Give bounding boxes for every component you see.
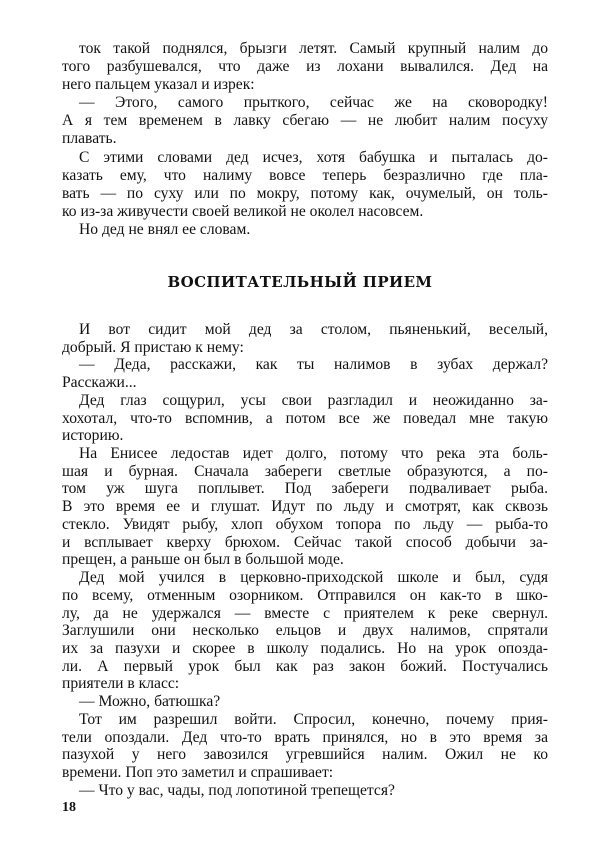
paragraph (62, 40, 548, 94)
text-line: Расскажи... (62, 374, 137, 392)
text-line: по всему, отменным озорником. Отправился он как-то в шко- (62, 586, 548, 604)
text-line: шая и бурная. Сначала забереги светлые образуются, а по- (62, 462, 548, 480)
text-line: — Что у вас, чады, под лопотиной трепещется? (79, 781, 395, 799)
text-line: пазухой у него завозился угревшийся налим. Ожил не ко (62, 746, 548, 764)
paragraph (62, 149, 548, 221)
paragraph (62, 321, 548, 356)
chapter-heading: ВОСПИТАТЕЛЬНЫЙ ПРИЕМ (167, 273, 433, 291)
text-section-1 (62, 40, 548, 239)
text-line: С этими словами дед исчез, хотя бабушка и пыталась до- (79, 148, 548, 166)
text-line: ли. А первый урок был как раз закон божий. Постучались (62, 657, 548, 675)
text-line: времени. Поп это заметил и спрашивает: (62, 763, 334, 781)
text-line: ко из-за живучести своей великой не околел насовсем. (62, 202, 424, 220)
text-line: — Можно, батюшка? (79, 693, 221, 711)
text-line: того разбушевался, что даже из лохани вывалился. Дед на (62, 58, 548, 76)
text-line: Дед мой учился в церковно-приходской школе и был, судя (79, 569, 548, 587)
paragraph (62, 221, 548, 239)
text-line: — Деда, расскажи, как ты налимов в зубах держал? (79, 356, 548, 374)
text-line: прещен, а раньше он был в большой моде. (62, 551, 344, 569)
text-line: хохотал, что-то вспомнив, а потом все же поведал мне такую (62, 409, 548, 427)
text-line: Заглушили они несколько ельцов и двух налимов, спрятали (62, 622, 548, 640)
text-line: историю. (62, 427, 124, 445)
text-line: Дед глаз сощурил, усы свои разгладил и неожиданно за- (79, 391, 548, 409)
text-line: их за пазухи и скорее в школу подались. Но на урок опозда- (62, 639, 548, 657)
text-line: тели опоздали. Дед что-то врать принялся, но в это время за (62, 728, 548, 746)
text-section-2 (62, 321, 548, 799)
page-number: 18 (62, 800, 76, 815)
paragraph (62, 782, 548, 800)
text-line: том уж шуга поплывет. Под забереги подваливает рыба. (62, 480, 548, 498)
paragraph (62, 392, 548, 445)
paragraph (62, 711, 548, 782)
text-line: А я тем временем в лавку сбегаю — не любит налим посуху (62, 112, 548, 130)
paragraph (62, 693, 548, 711)
text-line: Но дед не внял ее словам. (79, 220, 251, 238)
text-line: и всплывает кверху брюхом. Сейчас такой способ добычи за- (62, 533, 548, 551)
text-line: В это время ее и глушат. Идут по льду и смотрят, как сквозь (62, 498, 548, 516)
text-line: казать ему, что налиму вовсе теперь безразлично где пла- (62, 166, 548, 184)
text-line: вать — по суху или по мокру, потому как, очумелый, он толь- (62, 184, 548, 202)
text-line: приятели в класс: (62, 675, 180, 693)
text-line: стекло. Увидят рыбу, хлоп обухом топора по льду — рыба-то (62, 515, 548, 533)
text-line: добрый. Я пристаю к нему: (62, 338, 244, 356)
text-line: него пальцем указал и изрек: (62, 76, 255, 94)
paragraph (62, 94, 548, 148)
text-line: плавать. (62, 130, 117, 148)
paragraph (62, 356, 548, 391)
text-line: — Этого, самого прыткого, сейчас же на сковородку! (79, 94, 548, 112)
text-line: На Енисее ледостав идет долго, потому что река эта боль- (79, 445, 548, 463)
paragraph (62, 445, 548, 569)
paragraph (62, 569, 548, 693)
text-line: лу, да не удержался — вместе с приятелем к реке свернул. (62, 604, 548, 622)
text-line: И вот сидит мой дед за столом, пьяненький, веселый, (79, 321, 548, 338)
text-line: Тот им разрешил войти. Спросил, конечно, почему прия- (79, 710, 548, 728)
text-line: ток такой поднялся, брызги летят. Самый крупный налим до (79, 40, 548, 57)
